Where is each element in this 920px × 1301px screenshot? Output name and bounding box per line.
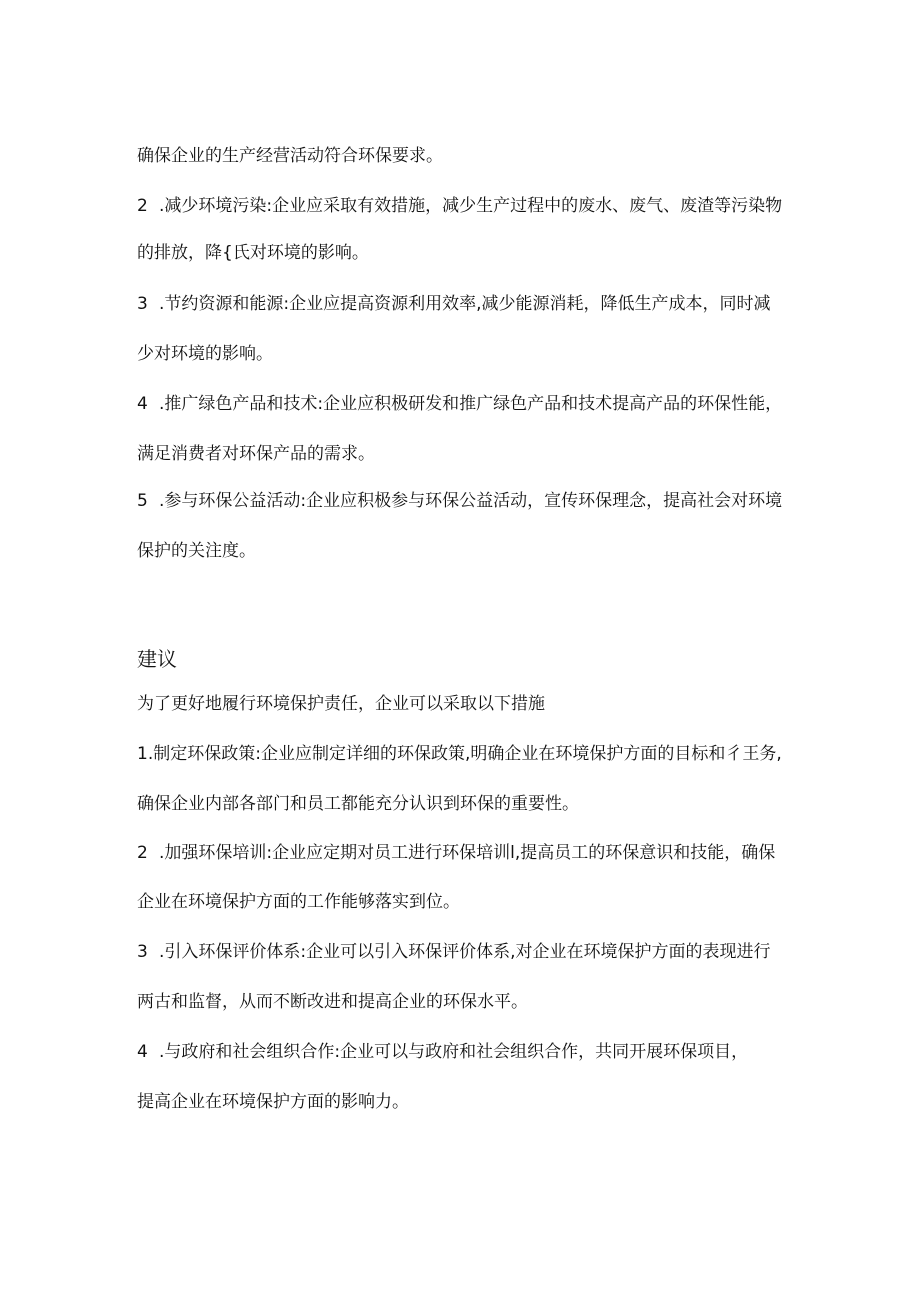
- list-text: .减少环境污染:企业应采取有效措施，减少生产过程中的废水、废气、废渣等污染物: [159, 196, 783, 216]
- list-item-2-line1: [137, 196, 782, 216]
- list-number: 4: [137, 394, 148, 414]
- suggestion-item-4-line2: 提高企业在环境保护方面的影响力。: [137, 1092, 409, 1112]
- suggestion-item-4-line1: [137, 1042, 748, 1062]
- list-number: 3: [137, 942, 148, 962]
- section-intro: 为了更好地履行环境保护责任，企业可以采取以下措施: [137, 694, 545, 714]
- list-item-5-line2: 保护的关注度。: [137, 541, 256, 561]
- list-number: 2: [137, 196, 148, 216]
- list-item-4-line1: [137, 394, 782, 414]
- list-item-3-line2: 少对环境的影响。: [137, 344, 273, 364]
- list-number: 5: [137, 491, 148, 511]
- suggestion-item-2-line1: [137, 843, 775, 863]
- list-number: 4: [137, 1042, 148, 1062]
- list-number: 3: [137, 294, 148, 314]
- section-heading: 建议: [137, 647, 177, 671]
- list-item-4-line2: 满足消费者对环保产品的需求。: [137, 444, 375, 464]
- suggestion-item-2-line2: 企业在环境保护方面的工作能够落实到位。: [137, 892, 460, 912]
- list-number: 2: [137, 843, 148, 863]
- list-item-5-line1: [137, 491, 782, 511]
- list-text: .加强环保培训:企业应定期对员工进行环保培训l,提高员工的环保意识和技能，确保: [159, 843, 776, 863]
- list-item-3-line1: [137, 294, 771, 314]
- list-text: .节约资源和能源:企业应提高资源利用效率,减少能源消耗，降低生产成本，同时减: [159, 294, 771, 314]
- list-text: .参与环保公益活动:企业应积极参与环保公益活动，宣传环保理念，提高社会对环境: [159, 491, 783, 511]
- suggestion-item-3-line2: 两古和监督，从而不断改进和提高企业的环保水平。: [137, 992, 528, 1012]
- list-text: .与政府和社会组织合作:企业可以与政府和社会组织合作，共同开展环保项目，: [159, 1042, 749, 1062]
- list-item-2-line2: 的排放，降{氏对环境的影响。: [137, 243, 369, 263]
- list-text: .引入环保评价体系:企业可以引入环保评价体系,对企业在环境保护方面的表现进行: [159, 942, 771, 962]
- suggestion-item-1-line2: 确保企业内部各部门和员工都能充分认识到环保的重要性。: [137, 794, 579, 814]
- suggestion-item-3-line1: [137, 942, 771, 962]
- list-text: .推广绿色产品和技术:企业应积极研发和推广绿色产品和技术提高产品的环保性能，: [159, 394, 783, 414]
- paragraph-continuation: 确保企业的生产经营活动符合环保要求。: [137, 146, 443, 166]
- suggestion-item-1-line1: 1.制定环保政策:企业应制定详细的环保政策,明确企业在环境保护方面的目标和彳王务,: [137, 744, 782, 764]
